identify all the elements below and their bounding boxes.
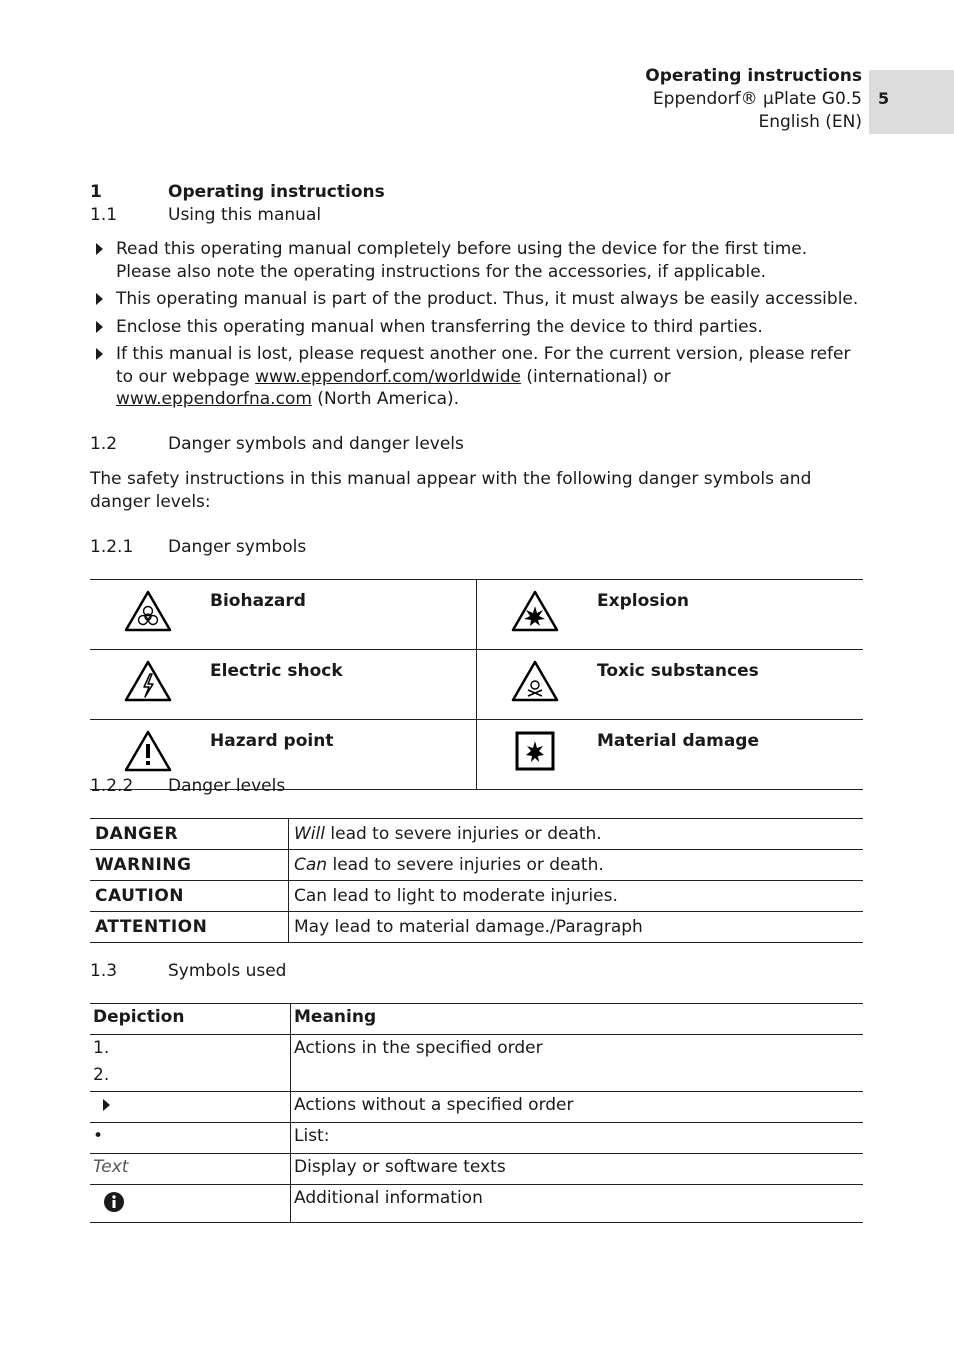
table-row	[90, 650, 863, 720]
explosion-icon	[511, 589, 559, 633]
table-row: 1. 2. Actions in the specified order	[90, 1035, 863, 1092]
running-header-product: Eppendorf® µPlate G0.5	[652, 89, 862, 109]
table-row	[90, 580, 863, 650]
level-name: DANGER	[90, 819, 289, 850]
table-row: Actions without a specified order	[90, 1092, 863, 1123]
biohazard-icon	[124, 589, 172, 633]
list-item: If this manual is lost, please request another one. For the current version, please refer to our webpage www.eppendorf.com/worldwide (international) or www.eppendorfna.com (North America).	[96, 343, 866, 411]
table-row	[90, 819, 863, 850]
material-damage-icon	[511, 729, 559, 773]
symbol-label: Hazard point	[210, 720, 477, 790]
instruction-list	[96, 238, 866, 416]
table-row: • List:	[90, 1123, 863, 1154]
table-row	[90, 881, 863, 912]
electric-shock-icon	[124, 659, 172, 703]
eppendorfna-link[interactable]: www.eppendorfna.com	[116, 389, 312, 409]
symbol-label: Electric shock	[210, 650, 477, 720]
symbol-label: Material damage	[597, 720, 863, 790]
table-row: Additional information	[90, 1185, 863, 1223]
symbol-label: Toxic substances	[597, 650, 863, 720]
danger-symbols-table	[90, 579, 863, 790]
hazard-point-icon	[124, 729, 172, 773]
toxic-icon	[511, 659, 559, 703]
section-1-2-1-number: 1.2.1	[90, 537, 134, 557]
symbol-label: Explosion	[597, 580, 863, 650]
arrow-bullet-icon	[96, 243, 103, 255]
page-number-tab	[869, 70, 954, 134]
danger-levels-table	[90, 818, 863, 943]
level-description: Can lead to severe injuries or death.	[289, 850, 864, 881]
arrow-bullet-icon	[96, 321, 103, 333]
arrow-bullet-icon	[96, 293, 103, 305]
table-row	[90, 850, 863, 881]
list-item: Enclose this operating manual when transferring the device to third parties.	[96, 316, 866, 339]
running-header-language: English (EN)	[758, 112, 862, 132]
section-1-2-intro: The safety instructions in this manual appear with the following danger symbols and danger levels:	[90, 469, 812, 512]
running-header-title: Operating instructions	[645, 66, 862, 86]
section-1-1-number: 1.1	[90, 205, 118, 225]
arrow-bullet-icon	[103, 1099, 110, 1111]
info-icon	[103, 1191, 125, 1213]
level-description: Will lead to severe injuries or death.	[289, 819, 864, 850]
section-1-title: Operating instructions	[168, 182, 385, 202]
level-name: WARNING	[90, 850, 289, 881]
symbols-used-table	[90, 1003, 863, 1223]
column-header: Meaning	[291, 1004, 864, 1035]
level-description: May lead to material damage./Paragraph	[289, 912, 864, 943]
section-1-3-title: Symbols used	[168, 961, 287, 981]
section-1-2-number: 1.2	[90, 434, 118, 454]
list-item: This operating manual is part of the product. Thus, it must always be easily accessible.	[96, 288, 866, 311]
table-row: Text Display or software texts	[90, 1154, 863, 1185]
section-1-2-2-number: 1.2.2	[90, 776, 134, 796]
table-header-row	[90, 1004, 863, 1035]
level-name: ATTENTION	[90, 912, 289, 943]
level-description: Can lead to light to moderate injuries.	[289, 881, 864, 912]
symbol-label: Biohazard	[210, 580, 477, 650]
section-1-number: 1	[90, 182, 102, 202]
section-1-2-title: Danger symbols and danger levels	[168, 434, 464, 454]
column-header: Depiction	[90, 1004, 291, 1035]
section-1-1-title: Using this manual	[168, 205, 322, 225]
eppendorf-worldwide-link[interactable]: www.eppendorf.com/worldwide	[255, 366, 521, 387]
section-1-2-2-title: Danger levels	[168, 776, 286, 796]
section-1-3-number: 1.3	[90, 961, 118, 981]
page-number: 5	[878, 89, 890, 108]
level-name: CAUTION	[90, 881, 289, 912]
arrow-bullet-icon	[96, 348, 103, 360]
list-item: Read this operating manual completely before using the device for the first time. Please also note the operating instructions for the accessories, if applicable.	[96, 238, 866, 283]
table-row	[90, 912, 863, 943]
section-1-2-1-title: Danger symbols	[168, 537, 307, 557]
